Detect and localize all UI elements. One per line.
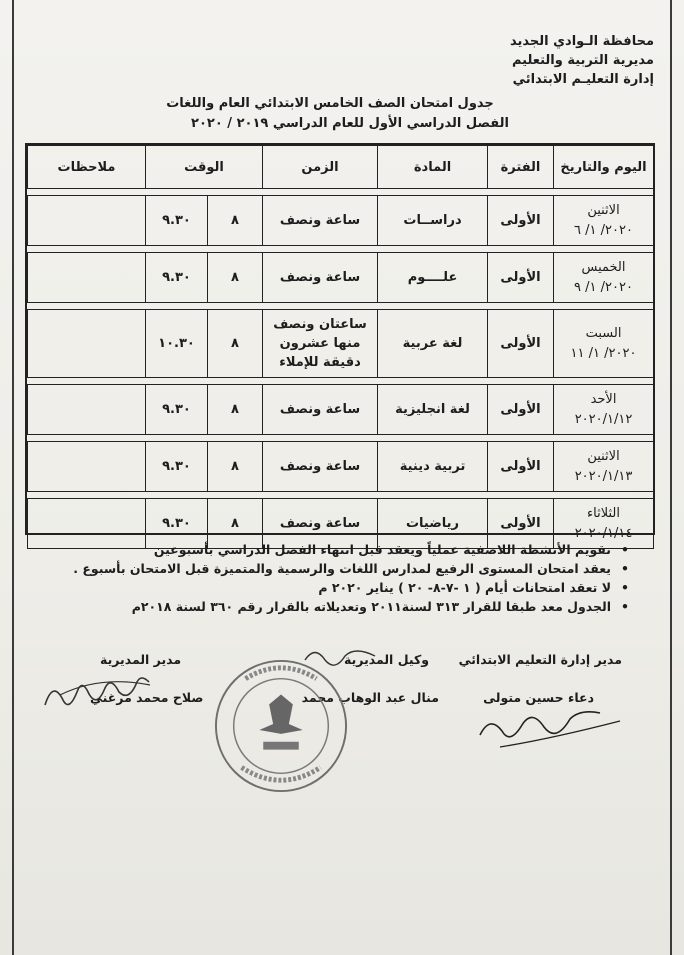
exam-date: ٢٠٢٠/ ١/ ١١	[570, 345, 637, 361]
table-row	[28, 196, 654, 246]
head-name: صلاح محمد مرغني	[90, 690, 204, 705]
title-line-1: جدول امتحان الصف الخامس الابتدائي العام واللغات	[166, 96, 494, 111]
cell-day-date	[554, 253, 654, 303]
exam-schedule-table	[27, 145, 654, 549]
cell-end-time: ٩.٣٠	[146, 442, 208, 492]
cell-subject: لغة عربية	[378, 310, 488, 378]
table-header-row	[28, 146, 654, 189]
cell-end-time: ٩.٣٠	[146, 385, 208, 435]
cell-notes	[28, 310, 146, 378]
title-line-2: الفصل الدراسي الأول للعام الدراسي ٢٠١٩ / ٢٠٢٠	[191, 116, 509, 131]
deputy-title: وكيل المديرية	[344, 652, 429, 667]
header-period: الفترة	[488, 146, 554, 189]
note-item: • يعقد امتحان المستوى الرفيع لمدارس اللغات والرسمية والمتميزة قبل الامتحان بأسبوع .	[73, 559, 629, 578]
cell-period: الأولى	[488, 499, 554, 549]
cell-duration: ساعة ونصف	[263, 499, 378, 549]
cell-duration: ساعتان ونصف منها عشرون دقيقة للإملاء	[263, 310, 378, 378]
official-stamp-icon	[212, 657, 350, 795]
cell-start-time: ٨	[208, 310, 263, 378]
head-title: مدير المديرية	[100, 652, 182, 667]
day-name: الاثنين	[587, 202, 620, 218]
cell-notes	[28, 196, 146, 246]
cell-subject: علــــوم	[378, 253, 488, 303]
header-duration: الزمن	[263, 146, 378, 189]
cell-notes	[28, 442, 146, 492]
director-name: دعاء حسين متولى	[483, 690, 594, 705]
note-item: • تقويم الأنشطة اللاصفية عملياً ويعقد قبل انتهاء الفصل الدراسي بأسبوعين	[73, 540, 629, 559]
table-row	[28, 253, 654, 303]
cell-period: الأولى	[488, 196, 554, 246]
note-item: • لا تعقد امتحانات أيام ( ١ -٧-٨- ٢٠ ) يناير ٢٠٢٠ م	[73, 578, 629, 597]
cell-subject: دراســات	[378, 196, 488, 246]
cell-duration: ساعة ونصف	[263, 442, 378, 492]
cell-period: الأولى	[488, 310, 554, 378]
page-border-right	[670, 0, 672, 955]
exam-date: ٢٠٢٠/١/١٢	[574, 411, 633, 427]
header-directorate: مديرية التربية والتعليم	[511, 53, 654, 68]
cell-duration: ساعة ونصف	[263, 196, 378, 246]
table-row	[28, 310, 654, 378]
cell-start-time: ٨	[208, 442, 263, 492]
cell-end-time: ٩.٣٠	[146, 196, 208, 246]
cell-notes	[28, 385, 146, 435]
cell-start-time: ٨	[208, 499, 263, 549]
header-administration: إدارة التعليـم الابتدائي	[512, 72, 654, 87]
director-signature-icon	[470, 705, 630, 755]
cell-start-time: ٨	[208, 253, 263, 303]
day-name: الاثنين	[587, 448, 620, 464]
exam-date: ٢٠٢٠/ ١/ ٦	[574, 222, 633, 238]
day-name: الثلاثاء	[587, 505, 620, 521]
cell-duration: ساعة ونصف	[263, 385, 378, 435]
cell-period: الأولى	[488, 385, 554, 435]
cell-period: الأولى	[488, 442, 554, 492]
header-governorate: محافظة الـوادي الجديد	[510, 34, 654, 49]
document-header	[510, 32, 654, 89]
exam-date: ٢٠٢٠/١/١٤	[574, 525, 633, 541]
cell-notes	[28, 253, 146, 303]
cell-subject: تربية دينية	[378, 442, 488, 492]
day-name: السبت	[585, 325, 622, 341]
exam-date: ٢٠٢٠/١/١٣	[574, 468, 633, 484]
head-signature-icon	[40, 665, 160, 715]
table-row	[28, 385, 654, 435]
cell-day-date	[554, 385, 654, 435]
cell-end-time: ٩.٣٠	[146, 253, 208, 303]
note-item: • الجدول معد طبقا للقرار ٣١٣ لسنة٢٠١١ وتعديلاته بالقرار رقم ٣٦٠ لسنة ٢٠١٨م	[73, 597, 629, 616]
header-day-date: اليوم والتاريخ	[554, 146, 654, 189]
header-time: الوقت	[146, 146, 263, 189]
cell-start-time: ٨	[208, 385, 263, 435]
cell-end-time: ٩.٣٠	[146, 499, 208, 549]
day-name: الأحد	[590, 391, 617, 407]
notes-list	[73, 540, 629, 616]
cell-day-date	[554, 196, 654, 246]
header-subject: المادة	[378, 146, 488, 189]
cell-day-date	[554, 442, 654, 492]
day-name: الخميس	[581, 259, 626, 275]
cell-end-time: ١٠.٣٠	[146, 310, 208, 378]
deputy-name: منال عبد الوهاب محمد	[301, 690, 439, 705]
table-row	[28, 442, 654, 492]
deputy-signature-icon	[300, 640, 380, 670]
cell-day-date	[554, 310, 654, 378]
cell-start-time: ٨	[208, 196, 263, 246]
cell-subject: لغة انجليزية	[378, 385, 488, 435]
page-border-left	[12, 0, 14, 955]
director-title: مدير إدارة التعليم الابتدائي	[458, 652, 622, 667]
cell-subject: رياضيات	[378, 499, 488, 549]
document-title	[150, 94, 510, 134]
header-notes: ملاحظات	[28, 146, 146, 189]
exam-date: ٢٠٢٠/ ١/ ٩	[574, 279, 633, 295]
cell-period: الأولى	[488, 253, 554, 303]
cell-duration: ساعة ونصف	[263, 253, 378, 303]
